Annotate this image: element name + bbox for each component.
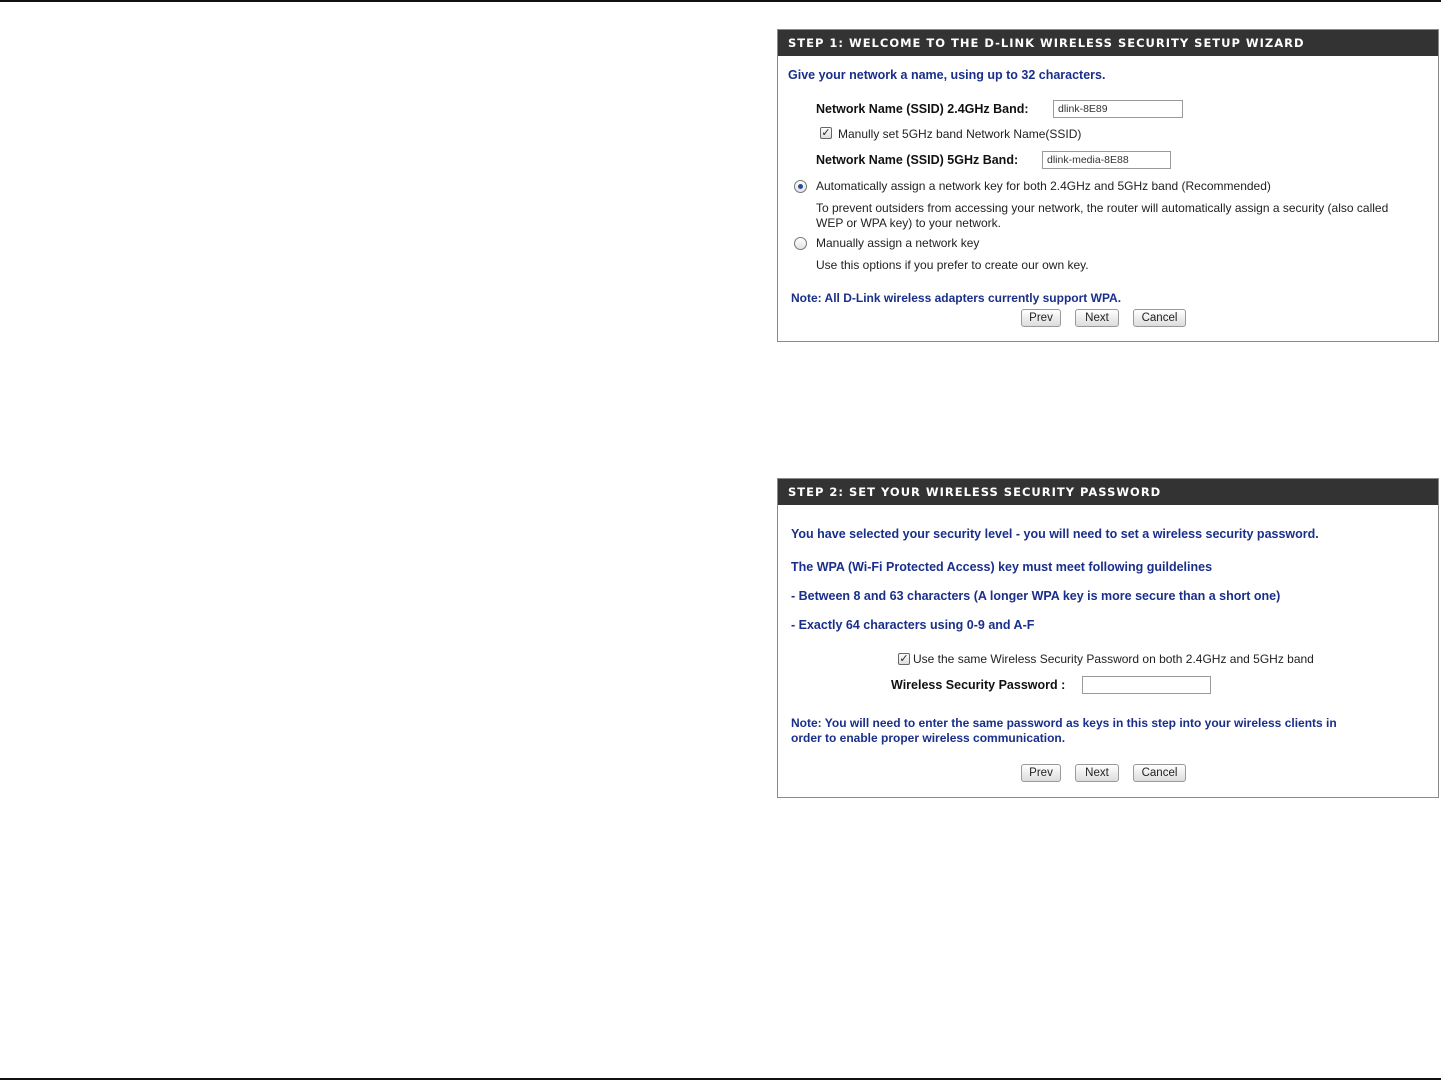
ssid24-label: Network Name (SSID) 2.4GHz Band: [816, 102, 1029, 116]
manual-5ghz-label: Manully set 5GHz band Network Name(SSID) [838, 127, 1082, 141]
step2-next-button[interactable]: Next [1075, 764, 1119, 782]
same-password-checkbox[interactable] [898, 653, 910, 665]
step1-panel [777, 29, 1439, 342]
step2-line2: The WPA (Wi-Fi Protected Access) key must meet following guildelines [791, 560, 1213, 574]
step2-header: STEP 2: SET YOUR WIRELESS SECURITY PASSWORD [778, 479, 1438, 505]
step2-line1: You have selected your security level - you will need to set a wireless security password. [791, 527, 1319, 541]
checkmark-icon: ✓ [821, 127, 831, 139]
step2-panel [777, 478, 1439, 798]
step2-prev-button[interactable]: Prev [1021, 764, 1061, 782]
ssid24-input[interactable] [1053, 100, 1183, 118]
step1-next-button[interactable]: Next [1075, 309, 1119, 327]
auto-key-desc-2: WEP or WPA key) to your network. [816, 216, 1001, 230]
ssid5-input[interactable] [1042, 151, 1171, 169]
ssid5-label: Network Name (SSID) 5GHz Band: [816, 153, 1019, 167]
checkmark-icon: ✓ [899, 653, 909, 665]
manual-key-desc: Use this options if you prefer to create our own key. [816, 258, 1089, 272]
manual-5ghz-checkbox[interactable] [820, 127, 832, 139]
manual-key-label: Manually assign a network key [816, 236, 980, 250]
step2-note-1: Note: You will need to enter the same password as keys in this step into your wireless clients in [791, 716, 1337, 730]
page-bottom-rule [0, 1078, 1441, 1080]
step1-cancel-button[interactable]: Cancel [1133, 309, 1186, 327]
manual-key-radio[interactable] [794, 237, 807, 250]
same-password-label: Use the same Wireless Security Password on both 2.4GHz and 5GHz band [913, 652, 1314, 666]
password-label: Wireless Security Password : [891, 678, 1066, 692]
step1-header: STEP 1: WELCOME TO THE D-LINK WIRELESS SECURITY SETUP WIZARD [778, 30, 1438, 56]
step1-note: Note: All D-Link wireless adapters currently support WPA. [791, 291, 1122, 305]
step2-line3: - Between 8 and 63 characters (A longer WPA key is more secure than a short one) [791, 589, 1281, 603]
auto-key-radio[interactable] [794, 180, 807, 193]
step2-note-2: order to enable proper wireless communication. [791, 731, 1066, 745]
step2-line4: - Exactly 64 characters using 0-9 and A-F [791, 618, 1035, 632]
step1-intro: Give your network a name, using up to 32 characters. [788, 68, 1106, 82]
step1-prev-button[interactable]: Prev [1021, 309, 1061, 327]
step2-cancel-button[interactable]: Cancel [1133, 764, 1186, 782]
auto-key-desc-1: To prevent outsiders from accessing your network, the router will automatically assign a security (also called [816, 201, 1389, 215]
password-input[interactable] [1082, 676, 1211, 694]
page-top-rule [0, 0, 1441, 2]
auto-key-label: Automatically assign a network key for both 2.4GHz and 5GHz band (Recommended) [816, 179, 1271, 193]
